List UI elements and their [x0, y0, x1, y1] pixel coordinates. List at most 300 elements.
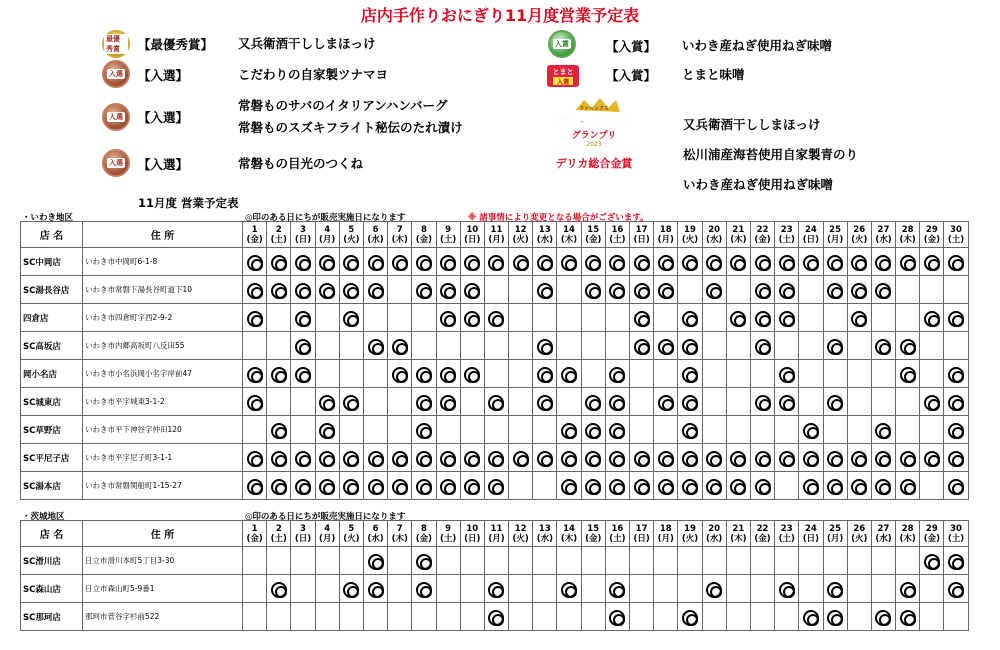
day-cell — [799, 472, 823, 500]
double-circle-icon — [609, 283, 625, 299]
day-cell — [726, 416, 750, 444]
day-header — [847, 521, 871, 547]
day-cell — [871, 304, 895, 332]
day-cell — [484, 388, 508, 416]
award-rank: 【入選】 — [138, 110, 189, 125]
day-cell — [775, 603, 799, 631]
day-number: 23 — [780, 523, 793, 534]
day-cell — [557, 472, 581, 500]
day-number: 2 — [275, 523, 282, 534]
double-circle-icon — [827, 339, 843, 355]
day-cell — [315, 332, 339, 360]
day-cell — [460, 360, 484, 388]
table-row — [21, 304, 969, 332]
double-circle-icon — [537, 255, 553, 271]
day-cell — [726, 332, 750, 360]
day-weekday: (月) — [488, 234, 505, 245]
day-number: 14 — [563, 224, 575, 235]
day-header — [823, 222, 847, 248]
day-cell — [920, 248, 944, 276]
double-circle-icon — [343, 255, 359, 271]
day-cell — [823, 575, 847, 603]
day-cell — [605, 248, 629, 276]
day-cell — [484, 332, 508, 360]
day-number: 1 — [251, 523, 258, 534]
day-cell — [388, 360, 412, 388]
day-cell — [267, 304, 291, 332]
day-header — [509, 222, 533, 248]
day-header — [871, 222, 895, 248]
day-weekday: (金) — [923, 234, 940, 245]
store-name: SC森山店 — [21, 575, 83, 603]
day-header — [871, 521, 895, 547]
day-cell — [726, 388, 750, 416]
day-cell — [702, 575, 726, 603]
day-weekday: (水) — [875, 234, 892, 245]
day-cell — [702, 603, 726, 631]
day-cell — [678, 444, 702, 472]
day-weekday: (金) — [754, 234, 771, 245]
day-weekday: (木) — [391, 533, 408, 544]
day-header — [896, 521, 920, 547]
double-circle-icon — [585, 479, 601, 495]
day-number: 10 — [466, 224, 479, 235]
day-cell — [630, 472, 654, 500]
double-circle-icon — [247, 311, 263, 327]
day-header — [315, 521, 339, 547]
store-name: 岡小名店 — [21, 360, 83, 388]
award-item: とまと味噌 — [682, 67, 745, 82]
day-number: 27 — [877, 523, 890, 534]
day-cell — [823, 332, 847, 360]
header-address: 住 所 — [83, 521, 243, 547]
day-cell — [823, 472, 847, 500]
double-circle-icon — [755, 311, 771, 327]
day-cell — [267, 575, 291, 603]
day-cell — [605, 603, 629, 631]
day-header — [267, 222, 291, 248]
day-cell — [775, 332, 799, 360]
day-number: 28 — [901, 523, 914, 534]
double-circle-icon — [271, 479, 287, 495]
double-circle-icon — [440, 451, 456, 467]
day-cell — [944, 416, 968, 444]
day-cell — [412, 360, 436, 388]
double-circle-icon — [682, 311, 698, 327]
day-cell — [702, 360, 726, 388]
day-cell — [412, 575, 436, 603]
double-circle-icon — [416, 554, 432, 570]
award-row — [138, 95, 463, 139]
double-circle-icon — [634, 311, 650, 327]
day-weekday: (火) — [512, 533, 529, 544]
day-cell — [581, 304, 605, 332]
double-circle-icon — [803, 255, 819, 271]
double-circle-icon — [948, 582, 964, 598]
day-cell — [557, 332, 581, 360]
store-name: SC城東店 — [21, 388, 83, 416]
section-warning: ※ 諸事情により変更となる場合がございます。 — [468, 213, 649, 223]
award-rank: 【入賞】 — [606, 39, 657, 54]
day-header — [799, 222, 823, 248]
day-cell — [750, 444, 774, 472]
double-circle-icon — [924, 395, 940, 411]
day-cell — [436, 248, 460, 276]
double-circle-icon — [948, 423, 964, 439]
double-circle-icon — [585, 283, 601, 299]
day-cell — [654, 332, 678, 360]
day-cell — [412, 547, 436, 575]
day-cell — [533, 276, 557, 304]
day-cell — [412, 444, 436, 472]
day-weekday: (火) — [681, 234, 699, 245]
double-circle-icon — [682, 610, 698, 626]
day-cell — [847, 575, 871, 603]
day-number: 15 — [587, 523, 600, 534]
day-header — [412, 521, 436, 547]
day-cell — [920, 388, 944, 416]
day-cell — [339, 304, 363, 332]
day-cell — [363, 332, 387, 360]
medal-icon — [102, 103, 130, 131]
day-cell — [654, 360, 678, 388]
day-cell — [896, 472, 920, 500]
day-cell — [267, 416, 291, 444]
double-circle-icon — [392, 339, 408, 355]
day-cell — [243, 304, 267, 332]
day-header — [484, 222, 508, 248]
day-cell — [726, 547, 750, 575]
double-circle-icon — [368, 582, 384, 598]
day-cell — [920, 276, 944, 304]
double-circle-icon — [875, 479, 891, 495]
day-cell — [799, 416, 823, 444]
day-cell — [388, 444, 412, 472]
day-cell — [654, 603, 678, 631]
day-cell — [460, 444, 484, 472]
day-number: 17 — [635, 523, 648, 534]
day-cell — [799, 360, 823, 388]
store-name: 四倉店 — [21, 304, 83, 332]
award-item: 又兵衛酒干ししまほっけ — [683, 117, 821, 132]
day-weekday: (土) — [270, 533, 287, 544]
day-cell — [920, 360, 944, 388]
double-circle-icon — [295, 255, 311, 271]
double-circle-icon — [247, 451, 263, 467]
double-circle-icon — [343, 582, 359, 598]
day-cell — [702, 444, 726, 472]
double-circle-icon — [875, 423, 891, 439]
double-circle-icon — [319, 255, 335, 271]
double-circle-icon — [827, 610, 843, 626]
double-circle-icon — [609, 367, 625, 383]
day-cell — [388, 575, 412, 603]
day-header — [339, 521, 363, 547]
day-number: 20 — [708, 224, 721, 235]
day-cell — [339, 276, 363, 304]
section-label: ・茨城地区 — [22, 512, 65, 522]
double-circle-icon — [609, 610, 625, 626]
double-circle-icon — [730, 451, 746, 467]
day-header — [460, 222, 484, 248]
day-number: 21 — [732, 224, 745, 235]
day-cell — [847, 444, 871, 472]
double-circle-icon — [319, 451, 335, 467]
day-cell — [605, 416, 629, 444]
day-header — [726, 521, 750, 547]
day-cell — [605, 547, 629, 575]
double-circle-icon — [561, 451, 577, 467]
day-cell — [533, 332, 557, 360]
day-number: 6 — [372, 523, 379, 534]
day-number: 11 — [490, 523, 503, 534]
day-cell — [557, 388, 581, 416]
day-cell — [243, 276, 267, 304]
double-circle-icon — [561, 255, 577, 271]
day-cell — [726, 248, 750, 276]
day-cell — [823, 388, 847, 416]
gp-logo-line5: デリカ総合金賞 — [555, 157, 633, 170]
day-cell — [726, 444, 750, 472]
day-cell — [412, 332, 436, 360]
double-circle-icon — [271, 255, 287, 271]
day-cell — [847, 248, 871, 276]
day-cell — [654, 276, 678, 304]
day-cell — [436, 388, 460, 416]
day-cell — [291, 575, 315, 603]
day-weekday: (水) — [536, 533, 553, 544]
day-cell — [436, 603, 460, 631]
day-weekday: (金) — [754, 533, 771, 544]
day-cell — [436, 444, 460, 472]
day-cell — [944, 547, 968, 575]
day-cell — [436, 472, 460, 500]
double-circle-icon — [416, 423, 432, 439]
day-cell — [799, 603, 823, 631]
day-cell — [750, 547, 774, 575]
day-weekday: (月) — [319, 234, 336, 245]
double-circle-icon — [319, 283, 335, 299]
day-weekday: (日) — [294, 533, 312, 544]
day-number: 18 — [659, 224, 672, 235]
day-weekday: (火) — [512, 234, 529, 245]
day-weekday: (土) — [439, 234, 457, 245]
day-header — [388, 521, 412, 547]
day-cell — [581, 388, 605, 416]
day-cell — [847, 360, 871, 388]
double-circle-icon — [658, 479, 674, 495]
double-circle-icon — [488, 451, 504, 467]
day-cell — [871, 472, 895, 500]
day-cell — [509, 416, 533, 444]
award-item: 松川浦産海苔使用自家製青のり — [683, 147, 859, 162]
gp-logo-line3: グランプリ — [571, 131, 617, 141]
store-address: いわき市平字城東3-1-2 — [83, 388, 243, 416]
double-circle-icon — [706, 582, 722, 598]
double-circle-icon — [585, 255, 601, 271]
award-item: いわき産ねぎ使用ねぎ味噌 — [683, 177, 834, 192]
day-header — [775, 521, 799, 547]
double-circle-icon — [488, 582, 504, 598]
day-cell — [654, 547, 678, 575]
day-number: 30 — [950, 523, 962, 534]
day-header — [750, 521, 774, 547]
double-circle-icon — [416, 395, 432, 411]
double-circle-icon — [755, 451, 771, 467]
day-cell — [678, 304, 702, 332]
day-weekday: (土) — [609, 234, 626, 245]
day-cell — [799, 444, 823, 472]
store-address: 日立市滑川本町5丁目3-30 — [83, 547, 243, 575]
double-circle-icon — [900, 255, 916, 271]
double-circle-icon — [803, 423, 819, 439]
day-header — [920, 521, 944, 547]
section-note: ◎印のある日にちが販売実施日になります — [245, 213, 406, 223]
day-header — [291, 222, 315, 248]
double-circle-icon — [682, 339, 698, 355]
day-cell — [678, 603, 702, 631]
double-circle-icon — [392, 451, 408, 467]
day-cell — [436, 304, 460, 332]
day-cell — [775, 304, 799, 332]
store-address: いわき市四倉町字西2-9-2 — [83, 304, 243, 332]
day-cell — [388, 547, 412, 575]
double-circle-icon — [247, 283, 263, 299]
day-cell — [702, 248, 726, 276]
double-circle-icon — [948, 451, 964, 467]
double-circle-icon — [416, 582, 432, 598]
day-cell — [291, 388, 315, 416]
double-circle-icon — [343, 451, 359, 467]
day-cell — [871, 547, 895, 575]
day-cell — [291, 304, 315, 332]
day-cell — [944, 248, 968, 276]
day-cell — [533, 304, 557, 332]
medal-icon — [102, 149, 130, 177]
medal-label: 入選 — [109, 70, 123, 78]
store-name: SC草野店 — [21, 416, 83, 444]
day-cell — [484, 575, 508, 603]
double-circle-icon — [924, 311, 940, 327]
day-cell — [654, 416, 678, 444]
gp-logo-line4: 2023 — [586, 141, 602, 148]
day-cell — [533, 603, 557, 631]
day-cell — [799, 248, 823, 276]
store-name: SC中岡店 — [21, 248, 83, 276]
day-header — [702, 521, 726, 547]
day-number: 18 — [659, 523, 672, 534]
day-cell — [654, 304, 678, 332]
day-weekday: (木) — [560, 234, 578, 245]
day-cell — [944, 276, 968, 304]
day-cell — [557, 360, 581, 388]
double-circle-icon — [803, 451, 819, 467]
day-cell — [267, 547, 291, 575]
day-cell — [460, 304, 484, 332]
day-cell — [460, 472, 484, 500]
day-weekday: (水) — [706, 533, 723, 544]
day-cell — [944, 444, 968, 472]
day-cell — [605, 444, 629, 472]
double-circle-icon — [416, 451, 432, 467]
store-address: いわき市小名浜岡小名字岸前47 — [83, 360, 243, 388]
table-row — [21, 360, 969, 388]
day-weekday: (土) — [947, 533, 965, 544]
day-cell — [654, 444, 678, 472]
award-item: いわき産ねぎ使用ねぎ味噌 — [682, 38, 833, 53]
double-circle-icon — [948, 479, 964, 495]
double-circle-icon — [464, 451, 480, 467]
day-cell — [291, 472, 315, 500]
day-cell — [823, 603, 847, 631]
double-circle-icon — [416, 479, 432, 495]
day-cell — [896, 276, 920, 304]
double-circle-icon — [827, 395, 843, 411]
day-cell — [291, 603, 315, 631]
day-header — [630, 222, 654, 248]
double-circle-icon — [900, 367, 916, 383]
day-cell — [484, 304, 508, 332]
day-cell — [750, 416, 774, 444]
day-header — [484, 521, 508, 547]
day-weekday: (金) — [415, 533, 433, 544]
store-name: SC湯本店 — [21, 472, 83, 500]
day-cell — [605, 332, 629, 360]
day-number: 26 — [853, 224, 866, 235]
day-cell — [388, 603, 412, 631]
day-weekday: (月) — [826, 234, 844, 245]
day-cell — [678, 472, 702, 500]
double-circle-icon — [948, 554, 964, 570]
day-cell — [436, 276, 460, 304]
day-number: 5 — [348, 224, 355, 235]
day-header — [678, 222, 702, 248]
day-cell — [533, 416, 557, 444]
day-header — [775, 222, 799, 248]
day-number: 9 — [445, 523, 452, 534]
day-number: 19 — [684, 224, 696, 235]
day-cell — [581, 575, 605, 603]
double-circle-icon — [706, 479, 722, 495]
day-number: 24 — [804, 523, 817, 534]
day-cell — [557, 416, 581, 444]
day-cell — [678, 332, 702, 360]
day-weekday: (日) — [802, 533, 820, 544]
double-circle-icon — [948, 311, 964, 327]
day-cell — [484, 276, 508, 304]
day-cell — [509, 304, 533, 332]
day-cell — [315, 304, 339, 332]
day-cell — [726, 575, 750, 603]
day-header — [557, 222, 581, 248]
day-cell — [678, 248, 702, 276]
day-cell — [533, 444, 557, 472]
day-number: 2 — [275, 224, 282, 235]
award-rank: 【入選】 — [138, 157, 189, 172]
day-cell — [315, 603, 339, 631]
day-cell — [630, 416, 654, 444]
double-circle-icon — [924, 451, 940, 467]
day-cell — [799, 547, 823, 575]
day-cell — [702, 304, 726, 332]
double-circle-icon — [609, 255, 625, 271]
double-circle-icon — [851, 479, 867, 495]
day-cell — [509, 332, 533, 360]
double-circle-icon — [755, 255, 771, 271]
day-cell — [509, 444, 533, 472]
day-cell — [678, 575, 702, 603]
day-number: 5 — [348, 523, 355, 534]
